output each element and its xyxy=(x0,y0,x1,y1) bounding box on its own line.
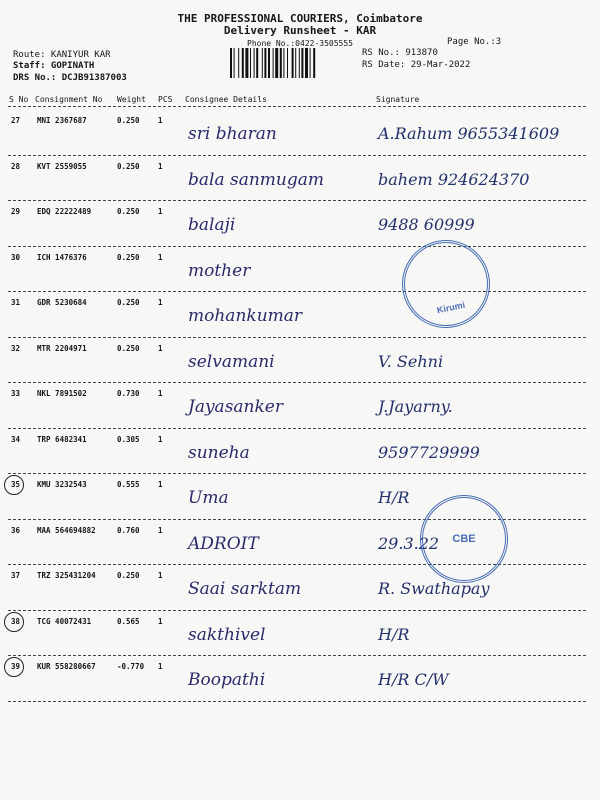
cell-pcs: 1 xyxy=(158,571,163,580)
rs-number: RS No.: 913870 xyxy=(362,48,438,58)
cell-sno: 35 xyxy=(11,480,21,489)
table-row xyxy=(0,383,600,429)
barcode-bar xyxy=(310,48,311,78)
cell-pcs: 1 xyxy=(158,161,163,171)
cell-weight: 0.760 xyxy=(117,525,140,535)
barcode-bar xyxy=(305,48,308,78)
signature-handwriting: A.Rahum 9655341609 xyxy=(378,124,560,143)
cell-sno: 39 xyxy=(11,662,21,671)
page-number: Page No.:3 xyxy=(447,37,502,47)
table-row xyxy=(0,611,600,657)
barcode-bar xyxy=(250,48,251,78)
barcode-bar xyxy=(245,48,248,78)
sno-circle-mark xyxy=(4,657,24,677)
consignee-handwriting: Saai sarktam xyxy=(188,579,302,599)
document-title: THE PROFESSIONAL COURIERS, Coimbatore xyxy=(177,12,423,25)
col-header-signature: Signature xyxy=(376,95,420,104)
cell-weight: 0.250 xyxy=(117,116,140,125)
cell-pcs: 1 xyxy=(158,525,163,535)
table-row xyxy=(0,201,600,247)
barcode-bar xyxy=(287,48,288,78)
consignee-handwriting: selvamani xyxy=(188,351,275,372)
cell-sno: 33 xyxy=(11,389,21,398)
table-row xyxy=(0,656,600,702)
table-row xyxy=(0,338,600,384)
staff-label: Staff: GOPINATH xyxy=(13,61,95,71)
cell-consignment: NKL 7891502 xyxy=(37,389,87,398)
barcode-bar xyxy=(254,48,255,78)
sno-circle-mark xyxy=(4,612,24,632)
barcode-bar xyxy=(234,48,235,78)
col-header-sno: S No xyxy=(9,95,29,104)
signature-handwriting: bahem 924624370 xyxy=(378,169,530,189)
row-divider xyxy=(8,701,586,702)
col-header-weight: Weight xyxy=(117,95,146,104)
barcode-bar xyxy=(262,48,263,78)
cell-weight: 0.250 xyxy=(117,571,140,580)
cell-weight: 0.250 xyxy=(117,343,140,353)
signature-handwriting: 9597729999 xyxy=(378,442,480,462)
signature-handwriting: V. Sehni xyxy=(378,351,444,371)
barcode-bar xyxy=(242,48,244,78)
cell-sno: 36 xyxy=(11,525,21,535)
barcode-bar xyxy=(273,48,274,78)
cell-consignment: ICH 1476376 xyxy=(37,252,87,262)
signature-handwriting: H/R xyxy=(378,624,410,644)
drs-number: DRS No.: DCJB91387003 xyxy=(13,73,127,83)
consignee-handwriting: bala sanmugam xyxy=(188,169,325,190)
cell-sno: 31 xyxy=(11,298,21,307)
stamp-1-text: Kirumi xyxy=(435,299,466,316)
cell-sno: 28 xyxy=(11,161,21,171)
cell-consignment: TCG 40072431 xyxy=(37,616,92,626)
signature-handwriting: J.Jayarny. xyxy=(378,397,453,416)
cell-consignment: MNI 2367687 xyxy=(37,116,87,125)
consignee-handwriting: mohankumar xyxy=(188,306,303,326)
cell-weight: -0.770 xyxy=(117,662,145,671)
table-row xyxy=(0,247,600,293)
cell-sno: 30 xyxy=(11,252,21,262)
cell-consignment: KVT 2559055 xyxy=(37,161,87,171)
cell-pcs: 1 xyxy=(158,343,163,353)
header-divider xyxy=(8,106,586,107)
cell-pcs: 1 xyxy=(158,662,163,671)
table-row xyxy=(0,429,600,475)
table-row xyxy=(0,565,600,611)
table-row xyxy=(0,292,600,338)
barcode-bar xyxy=(280,48,282,78)
col-header-pcs: PCS xyxy=(158,95,173,104)
barcode-bar xyxy=(292,48,294,78)
cell-weight: 0.250 xyxy=(117,298,140,307)
cell-weight: 0.305 xyxy=(117,434,140,444)
barcode-bar xyxy=(230,48,232,78)
cell-consignment: MTR 2204971 xyxy=(37,343,87,353)
cell-sno: 32 xyxy=(11,343,21,353)
cell-pcs: 1 xyxy=(158,389,163,398)
cell-pcs: 1 xyxy=(158,252,163,262)
signature-handwriting: 9488 60999 xyxy=(378,215,475,234)
table-row xyxy=(0,110,600,156)
cell-consignment: TRZ 325431204 xyxy=(37,571,96,580)
cell-consignment: MAA 564694882 xyxy=(37,525,96,535)
barcode-bar xyxy=(295,48,296,78)
cell-weight: 0.730 xyxy=(117,389,140,398)
cell-pcs: 1 xyxy=(158,434,163,444)
signature-handwriting: H/R xyxy=(378,488,410,507)
cell-weight: 0.250 xyxy=(117,161,140,171)
consignee-handwriting: sakthivel xyxy=(188,624,266,645)
cell-pcs: 1 xyxy=(158,616,163,626)
barcode-bar xyxy=(256,48,258,78)
cell-sno: 37 xyxy=(11,571,21,580)
barcode-bar xyxy=(264,48,266,78)
cell-sno: 27 xyxy=(11,116,21,125)
consignee-handwriting: Jayasanker xyxy=(188,397,283,417)
stamp-2-text: CBE xyxy=(452,533,476,545)
consignee-handwriting: sri bharan xyxy=(188,124,277,144)
barcode-bar xyxy=(301,48,303,78)
barcode-bar xyxy=(275,48,278,78)
table-row xyxy=(0,156,600,202)
phone-number: Phone No.:0422-3505555 xyxy=(247,39,353,48)
stamp-2 xyxy=(420,495,508,583)
cell-consignment: KMU 3232543 xyxy=(37,480,87,489)
cell-weight: 0.250 xyxy=(117,252,140,262)
cell-pcs: 1 xyxy=(158,480,163,489)
col-header-consignment: Consignment No xyxy=(35,95,103,104)
barcode-bar xyxy=(238,48,239,78)
cell-sno: 29 xyxy=(11,207,21,216)
table-row xyxy=(0,474,600,520)
consignee-handwriting: Boopathi xyxy=(188,670,266,690)
document-subtitle: Delivery Runsheet - KAR xyxy=(223,24,377,37)
signature-handwriting: R. Swathapay xyxy=(378,579,490,598)
cell-pcs: 1 xyxy=(158,298,163,307)
consignee-handwriting: mother xyxy=(188,260,251,281)
sno-circle-mark xyxy=(4,475,24,495)
cell-consignment: GDR 5230684 xyxy=(37,298,87,307)
cell-consignment: TRP 6482341 xyxy=(37,434,87,444)
cell-pcs: 1 xyxy=(158,116,163,125)
cell-consignment: KUR 558280667 xyxy=(37,662,96,671)
cell-sno: 34 xyxy=(11,434,21,444)
consignee-handwriting: Uma xyxy=(188,488,229,508)
signature-handwriting: 29.3.22 xyxy=(378,533,440,553)
cell-pcs: 1 xyxy=(158,207,163,216)
consignee-handwriting: balaji xyxy=(188,215,236,235)
cell-sno: 38 xyxy=(11,616,21,626)
barcode-bar xyxy=(313,48,315,78)
rs-date: RS Date: 29-Mar-2022 xyxy=(362,60,471,70)
table-row xyxy=(0,520,600,566)
barcode xyxy=(230,48,360,78)
barcode-bar xyxy=(283,48,284,78)
cell-weight: 0.250 xyxy=(117,207,140,216)
signature-handwriting: H/R C/W xyxy=(378,670,449,689)
cell-weight: 0.555 xyxy=(117,480,140,489)
route-label: Route: KANIYUR KAR xyxy=(13,50,111,60)
cell-consignment: EDQ 22222489 xyxy=(37,207,92,216)
barcode-bar xyxy=(299,48,300,78)
col-header-consignee: Consignee Details xyxy=(185,95,267,104)
barcode-bar xyxy=(268,48,270,78)
cell-weight: 0.565 xyxy=(117,616,140,626)
consignee-handwriting: ADROIT xyxy=(188,533,259,554)
consignee-handwriting: suneha xyxy=(188,442,250,463)
